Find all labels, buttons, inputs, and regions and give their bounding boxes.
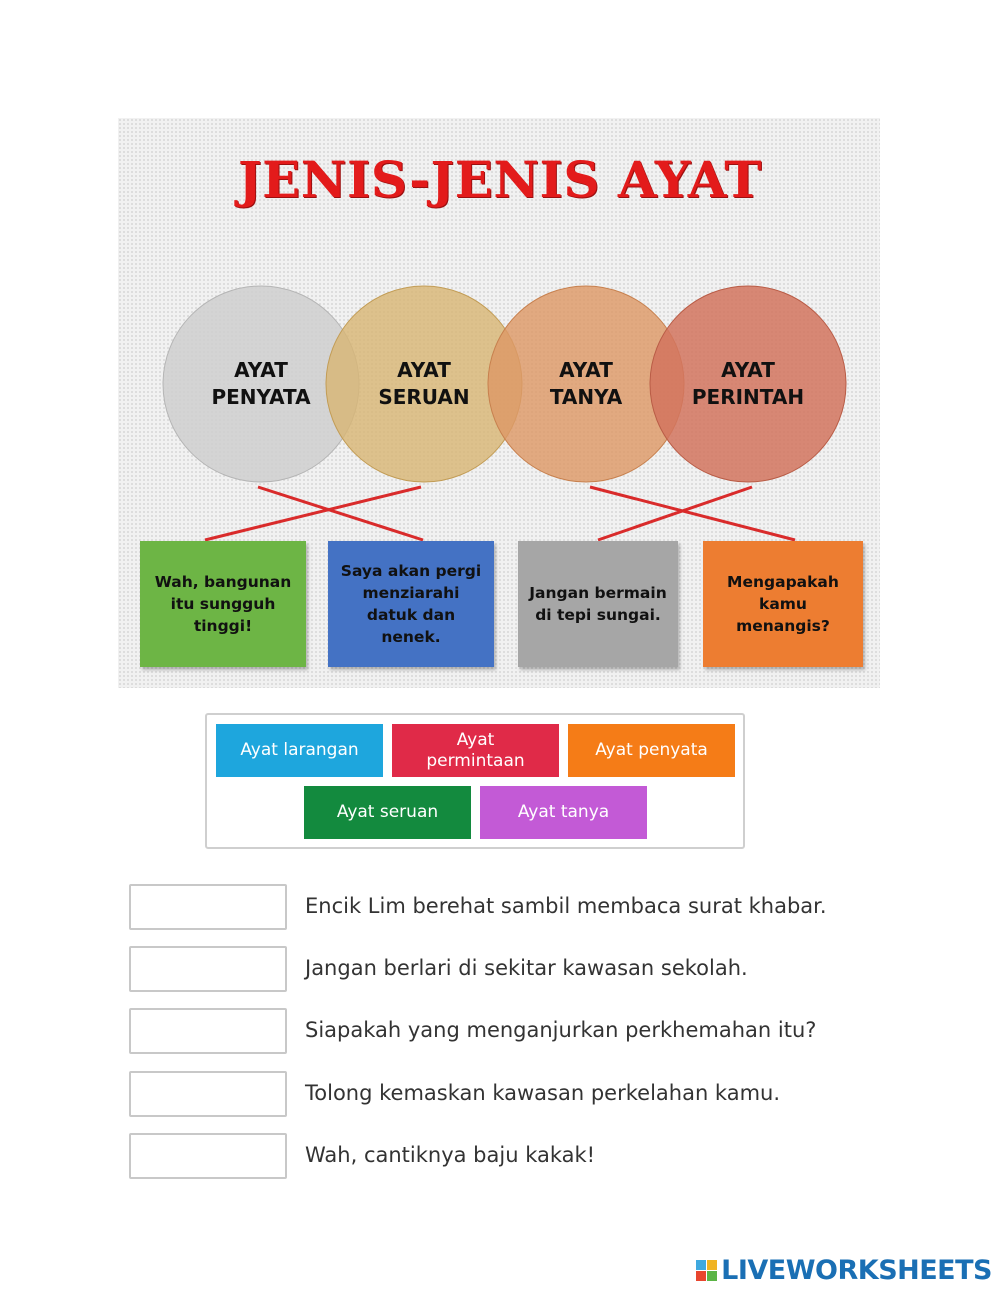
question-sentence-2: Jangan berlari di sekitar kawasan sekolah. [305,956,748,980]
question-sentence-4: Tolong kemaskan kawasan perkelahan kamu. [305,1081,781,1105]
example-box-seruan: Wah, bangunan itu sungguh tinggi! [140,541,306,667]
logo-grid-icon [696,1260,717,1281]
question-sentence-5: Wah, cantiknya baju kakak! [305,1143,596,1167]
logo-text: LIVEWORKSHEETS [721,1255,992,1286]
connector-line [258,487,423,540]
liveworksheets-logo [696,1255,992,1286]
chip-ayat-permintaan[interactable]: Ayat permintaan [392,724,559,777]
answer-box-5[interactable] [129,1133,287,1179]
chip-ayat-tanya[interactable]: Ayat tanya [480,786,647,839]
question-sentence-3: Siapakah yang menganjurkan perkhemahan itu? [305,1018,817,1042]
question-sentence-1: Encik Lim berehat sambil membaca surat khabar. [305,894,827,918]
example-box-tanya: Mengapakah kamu menangis? [703,541,863,667]
infographic-title: JENIS-JENIS AYAT [238,150,762,209]
answer-box-4[interactable] [129,1071,287,1117]
answer-box-1[interactable] [129,884,287,930]
example-box-penyata: Saya akan pergi menziarahi datuk dan nenek. [328,541,494,667]
connector-line [205,487,421,540]
chip-ayat-penyata[interactable]: Ayat penyata [568,724,735,777]
circle-label-tanya: AYAT TANYA [549,358,623,409]
circle-label-perintah: AYAT PERINTAH [691,358,805,409]
circle-label-penyata: AYAT PENYATA [211,358,311,409]
circle-label-seruan: AYAT SERUAN [378,358,470,409]
answer-box-2[interactable] [129,946,287,992]
answer-box-3[interactable] [129,1008,287,1054]
chip-ayat-larangan[interactable]: Ayat larangan [216,724,383,777]
chip-ayat-seruan[interactable]: Ayat seruan [304,786,471,839]
example-box-perintah: Jangan bermain di tepi sungai. [518,541,678,667]
